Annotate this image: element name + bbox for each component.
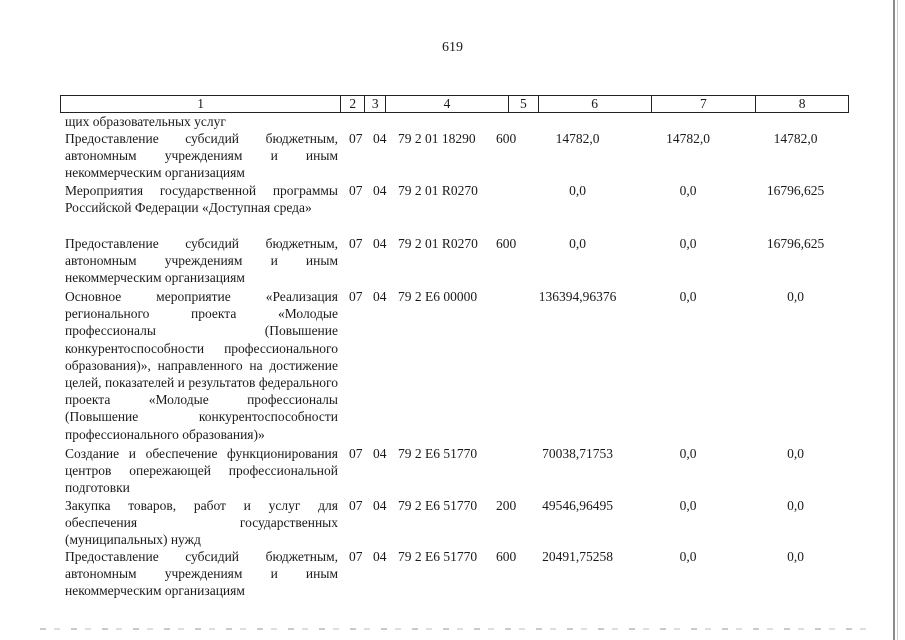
- row-expense-type: 200: [496, 498, 517, 513]
- row-amount-7: 0,0: [679, 183, 697, 198]
- row-expense-type: 600: [496, 131, 517, 146]
- row-amount-6: 70038,71753: [542, 446, 613, 461]
- row-amount-6: 49546,96495: [542, 498, 613, 513]
- row-amount-8: 0,0: [787, 549, 804, 564]
- row-subsection: 04: [373, 289, 387, 304]
- row-amount-8: 14782,0: [773, 131, 818, 146]
- scan-edge: [893, 0, 895, 640]
- header-col-3: 3: [365, 96, 386, 112]
- row-amount-8: 0,0: [787, 498, 804, 513]
- row-amount-7: 0,0: [679, 498, 697, 513]
- row-target-code: 79 2 01 18290: [398, 131, 476, 146]
- row-amount-6: 136394,96376: [538, 289, 617, 304]
- row-amount-8: 0,0: [787, 446, 804, 461]
- header-col-6: 6: [539, 96, 652, 112]
- row-description: Мероприятия государственной программы Российской Федерации «Доступная среда»: [65, 183, 338, 216]
- row-description: Предоставление субсидий бюджетным, автономным учреждениям и иным некоммерческим организациям: [65, 236, 338, 286]
- header-col-1: 1: [61, 96, 341, 112]
- header-col-4: 4: [386, 96, 509, 112]
- row-section: 07: [349, 446, 363, 461]
- row-amount-7: 0,0: [679, 289, 697, 304]
- row-target-code: 79 2 E6 00000: [398, 289, 478, 304]
- row-section: 07: [349, 498, 363, 513]
- table-header: [60, 95, 849, 113]
- row-section: 07: [349, 549, 363, 564]
- row-expense-type: 600: [496, 549, 517, 564]
- row-target-code: 79 2 E6 51770: [398, 446, 478, 461]
- row-subsection: 04: [373, 131, 387, 146]
- row-description: Создание и обеспечение функционирования центров опережающей профессиональной подготовки: [65, 446, 338, 496]
- header-col-8: 8: [798, 96, 806, 111]
- header-col-5: 5: [509, 96, 539, 112]
- row-amount-7: 14782,0: [666, 131, 710, 146]
- row-amount-7: 0,0: [679, 446, 697, 461]
- row-description: Предоставление субсидий бюджетным, автономным учреждениям и иным некоммерческим организациям: [65, 549, 338, 599]
- row-subsection: 04: [373, 446, 387, 461]
- row-description: Закупка товаров, работ и услуг для обеспечения государственных (муниципальных) нужд: [65, 498, 338, 548]
- row-amount-8: 16796,625: [766, 236, 825, 251]
- header-col-2: 2: [341, 96, 365, 112]
- row-target-code: 79 2 E6 51770: [398, 549, 478, 564]
- row-amount-6: 0,0: [569, 183, 586, 198]
- row-expense-type: 600: [496, 236, 517, 251]
- row-amount-6: 0,0: [569, 236, 586, 251]
- row-amount-6: 14782,0: [555, 131, 600, 146]
- row-subsection: 04: [373, 236, 387, 251]
- row-target-code: 79 2 E6 51770: [398, 498, 478, 513]
- header-col-7: 7: [652, 96, 757, 112]
- continued-text: щих образовательных услуг: [65, 114, 226, 129]
- row-subsection: 04: [373, 498, 387, 513]
- scan-edge-shadow: [897, 0, 898, 640]
- row-amount-7: 0,0: [679, 236, 697, 251]
- page-number: 619: [442, 40, 463, 55]
- row-section: 07: [349, 131, 363, 146]
- row-amount-6: 20491,75258: [542, 549, 613, 564]
- row-section: 07: [349, 236, 363, 251]
- row-description: Основное мероприятие «Реализация регионального проекта «Молодые профессионалы (Повышение конкурентоспособности профессионального образования)», направленного на достижение целей, показателей и результатов федерального проекта «Молодые профессионалы (Повышение конкурентоспособности профессионального образования)»: [65, 289, 338, 442]
- row-description: Предоставление субсидий бюджетным, автономным учреждениям и иным некоммерческим организациям: [65, 131, 338, 181]
- row-amount-8: 16796,625: [766, 183, 825, 198]
- row-amount-7: 0,0: [679, 549, 697, 564]
- row-amount-8: 0,0: [787, 289, 804, 304]
- row-section: 07: [349, 183, 363, 198]
- row-target-code: 79 2 01 R0270: [398, 236, 478, 251]
- row-subsection: 04: [373, 183, 387, 198]
- row-section: 07: [349, 289, 363, 304]
- scan-artifact: [40, 628, 870, 630]
- row-target-code: 79 2 01 R0270: [398, 183, 478, 198]
- row-subsection: 04: [373, 549, 387, 564]
